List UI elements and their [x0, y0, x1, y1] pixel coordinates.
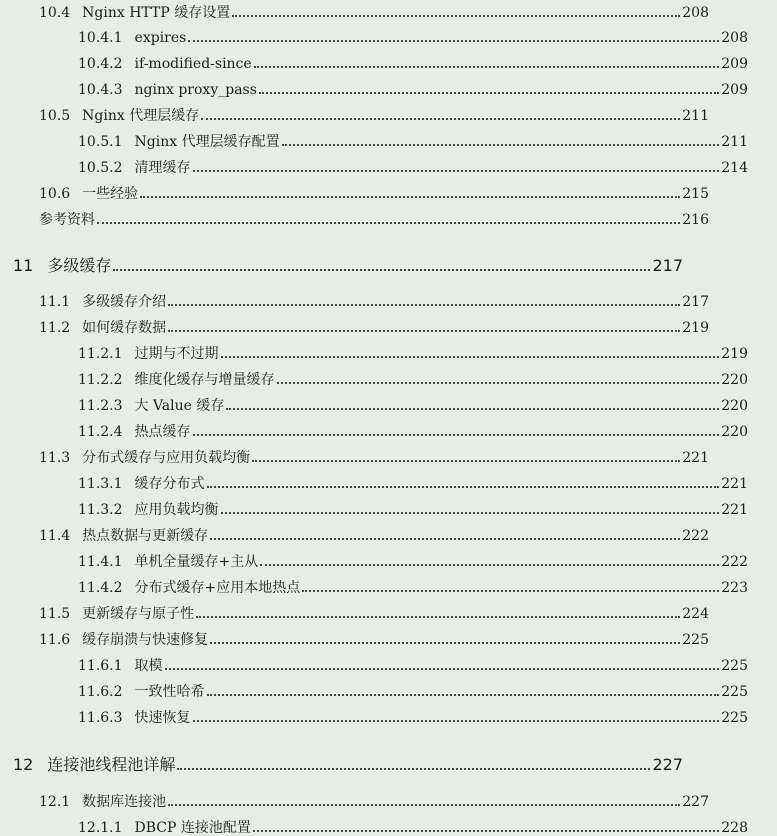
page-number: 211: [682, 108, 709, 124]
page-number: 211: [721, 134, 748, 150]
page-number: 227: [652, 755, 683, 774]
dot-leader: [260, 564, 719, 566]
dot-leader: [226, 408, 719, 410]
page-number: 208: [721, 30, 748, 46]
section-number: 11.5: [39, 606, 71, 622]
section-title: 多级缓存: [47, 256, 112, 275]
section-title: 连接池线程池详解: [47, 755, 176, 774]
page-number: 221: [721, 476, 748, 492]
page-number: 225: [721, 710, 748, 726]
page-number: 222: [682, 528, 709, 544]
page-number: 223: [721, 580, 748, 596]
section-title: 过期与不过期: [134, 346, 219, 362]
toc-entry[interactable]: [0, 783, 738, 809]
page-number: 221: [721, 502, 748, 518]
page-number: 225: [721, 684, 748, 700]
section-title: if-modified-since: [134, 56, 252, 72]
section-number: 11.1: [39, 294, 71, 310]
toc-entry[interactable]: [0, 491, 777, 517]
dot-leader: [210, 642, 680, 644]
toc-entry[interactable]: [0, 647, 777, 673]
toc-entry[interactable]: [0, 413, 777, 439]
toc-entry[interactable]: [0, 809, 777, 835]
page-number: 222: [721, 554, 748, 570]
dot-leader: [210, 538, 680, 540]
section-title: 缓存分布式: [134, 476, 205, 492]
page-number: 209: [721, 82, 748, 98]
dot-leader: [282, 144, 720, 146]
page-number: 227: [682, 794, 709, 810]
dot-leader: [140, 196, 680, 198]
section-number: 11.2: [39, 320, 71, 336]
section-title: 单机全量缓存+主从: [134, 554, 259, 570]
section-title: 维度化缓存与增量缓存: [134, 372, 275, 388]
toc-entry[interactable]: [0, 543, 777, 569]
toc-entry[interactable]: [0, 123, 777, 149]
section-title: 分布式缓存+应用本地热点: [134, 580, 301, 596]
toc-entry[interactable]: [0, 0, 738, 20]
toc-entry[interactable]: [0, 283, 738, 309]
section-title: 热点数据与更新缓存: [82, 528, 209, 544]
section-number: 10.5.1: [78, 134, 123, 150]
section-number: 11.2.2: [78, 372, 123, 388]
dot-leader: [196, 616, 680, 618]
toc-entry[interactable]: [0, 465, 777, 491]
page-number: 217: [652, 256, 683, 275]
section-title: expires: [134, 30, 187, 46]
page-number: 220: [721, 398, 748, 414]
section-title: Nginx HTTP 缓存设置: [82, 5, 231, 21]
page-number: 228: [721, 820, 748, 836]
section-title: 参考资料: [39, 212, 95, 228]
toc-entry[interactable]: [0, 595, 738, 621]
dot-leader: [221, 512, 720, 514]
section-number: 10.5: [39, 108, 71, 124]
page-number: 220: [721, 424, 748, 440]
dot-leader: [168, 804, 680, 806]
toc-entry[interactable]: [0, 149, 777, 175]
section-number: 11.6: [39, 632, 71, 648]
section-number: 11.3: [39, 450, 71, 466]
dot-leader: [207, 694, 720, 696]
dot-leader: [165, 668, 720, 670]
section-number: 12: [13, 755, 34, 774]
toc-entry[interactable]: [0, 621, 738, 647]
section-number: 11.6.3: [78, 710, 123, 726]
toc-entry[interactable]: [0, 45, 777, 71]
page-number: 208: [682, 5, 709, 21]
dot-leader: [188, 40, 719, 42]
dot-leader: [254, 66, 720, 68]
toc-entry[interactable]: [0, 569, 777, 595]
section-title: 分布式缓存与应用负载均衡: [82, 450, 251, 466]
toc-entry[interactable]: [0, 175, 738, 201]
section-number: 10.4: [39, 5, 71, 21]
dot-leader: [207, 486, 720, 488]
page-number: 220: [721, 372, 748, 388]
dot-leader: [177, 768, 650, 770]
section-number: 11.2.1: [78, 346, 123, 362]
section-number: 10.4.1: [78, 30, 123, 46]
toc-entry[interactable]: [0, 201, 738, 227]
page-number: 221: [682, 450, 709, 466]
dot-leader: [113, 269, 650, 271]
toc-entry[interactable]: [0, 387, 777, 413]
section-title: 清理缓存: [134, 160, 191, 176]
page-number: 214: [721, 160, 748, 176]
page-number: 209: [721, 56, 748, 72]
section-title: DBCP 连接池配置: [134, 820, 251, 836]
dot-leader: [277, 382, 720, 384]
toc-entry[interactable]: [0, 699, 777, 725]
section-number: 11.3.1: [78, 476, 123, 492]
section-title: 取模: [134, 658, 163, 674]
section-number: 11: [13, 256, 34, 275]
page-number: 219: [682, 320, 709, 336]
dot-leader: [252, 460, 680, 462]
section-title: 一致性哈希: [134, 684, 205, 700]
section-title: 更新缓存与原子性: [82, 606, 195, 622]
dot-leader: [193, 434, 720, 436]
dot-leader: [232, 15, 680, 17]
section-title: 一些经验: [82, 186, 139, 202]
section-title: 热点缓存: [134, 424, 191, 440]
section-number: 11.2.3: [78, 398, 123, 414]
toc-entry[interactable]: [0, 439, 738, 465]
page-number: 225: [682, 632, 709, 648]
dot-leader: [253, 830, 719, 832]
section-title: Nginx 代理层缓存配置: [134, 134, 280, 150]
dot-leader: [259, 92, 719, 94]
section-number: 10.6: [39, 186, 71, 202]
section-number: 11.2.4: [78, 424, 123, 440]
chapter-entry[interactable]: [0, 747, 712, 773]
section-title: 缓存崩溃与快速修复: [82, 632, 209, 648]
page-number: 225: [721, 658, 748, 674]
page-number: 224: [682, 606, 709, 622]
page-number: 217: [682, 294, 709, 310]
dot-leader: [168, 330, 680, 332]
section-title: Nginx 代理层缓存: [82, 108, 200, 124]
dot-leader: [97, 222, 680, 224]
toc-entry[interactable]: [0, 19, 777, 45]
section-number: 10.4.3: [78, 82, 123, 98]
section-title: 数据库连接池: [82, 794, 167, 810]
section-number: 10.4.2: [78, 56, 123, 72]
dot-leader: [193, 170, 720, 172]
toc-entry[interactable]: [0, 335, 777, 361]
section-title: 大 Value 缓存: [134, 398, 225, 414]
section-number: 11.6.1: [78, 658, 123, 674]
section-title: nginx proxy_pass: [134, 82, 257, 98]
toc-entry[interactable]: [0, 309, 738, 335]
toc-entry[interactable]: [0, 517, 738, 543]
toc-entry[interactable]: [0, 361, 777, 387]
dot-leader: [201, 118, 680, 120]
page-number: 219: [721, 346, 748, 362]
toc-entry[interactable]: [0, 673, 777, 699]
dot-leader: [302, 590, 719, 592]
section-number: 11.6.2: [78, 684, 123, 700]
page-number: 215: [682, 186, 709, 202]
toc-entry[interactable]: [0, 97, 738, 123]
section-title: 快速恢复: [134, 710, 191, 726]
toc-entry[interactable]: [0, 71, 777, 97]
section-number: 11.4.2: [78, 580, 123, 596]
section-number: 10.5.2: [78, 160, 123, 176]
section-number: 11.4: [39, 528, 71, 544]
page-number: 216: [682, 212, 709, 228]
dot-leader: [168, 304, 680, 306]
dot-leader: [221, 356, 720, 358]
chapter-entry[interactable]: [0, 248, 712, 274]
section-number: 11.3.2: [78, 502, 123, 518]
section-title: 如何缓存数据: [82, 320, 167, 336]
dot-leader: [193, 720, 720, 722]
section-number: 12.1.1: [78, 820, 123, 836]
section-title: 多级缓存介绍: [82, 294, 167, 310]
section-number: 12.1: [39, 794, 71, 810]
section-number: 11.4.1: [78, 554, 123, 570]
section-title: 应用负载均衡: [134, 502, 219, 518]
